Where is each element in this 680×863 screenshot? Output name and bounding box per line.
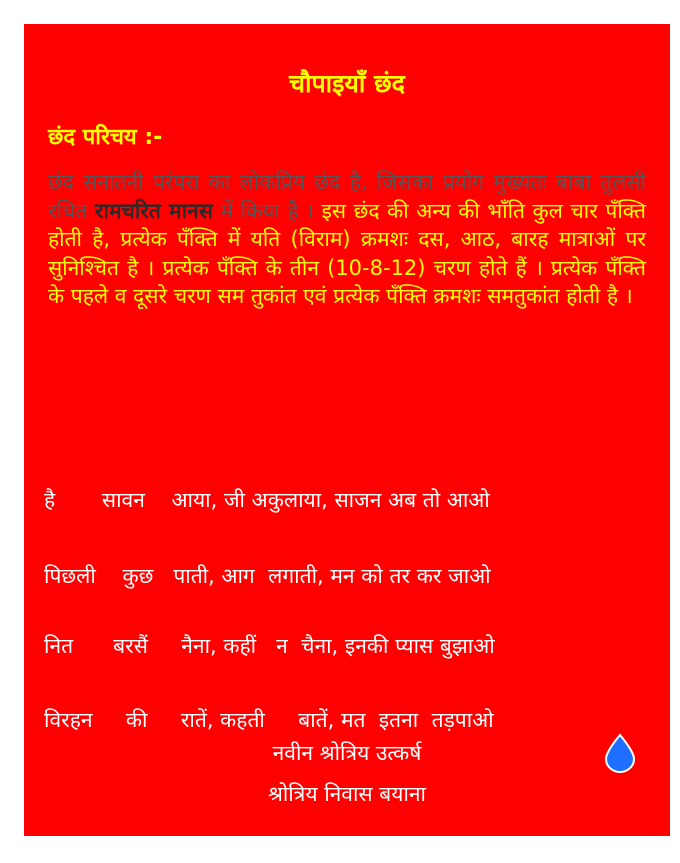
intro-paragraph	[48, 168, 646, 311]
verse-line: नित बरसैं नैना, कहीं न चैना, इनकी प्यास बुझाओ	[44, 634, 495, 658]
verse-line: है सावन आया, जी अकुलाया, साजन अब तो आओ	[44, 488, 490, 512]
intro-text-1: छंद सनातनी परंपरा का लोकप्रिय छंद है, जिसका प्रयोग मुख्यतः बाबा तुलसी रचित	[48, 170, 646, 223]
page-title: चौपाइयाँ छंद	[289, 69, 405, 98]
author-name: नवीन श्रोत्रिय उत्कर्ष	[272, 741, 422, 765]
intro-text-3: इस छंद की अन्य की भाँति कुल चार पँक्ति होती है, प्रत्येक पँक्ति में यति (विराम) क्रमशः दस, आठ, बारह मात्राओं पर सुनिश्चित है । प्रत्येक पँक्ति के तीन (10-8-12) चरण होते हैं । प्रत्येक पँक्ति के पहले व दूसरे चरण सम तुकांत एवं प्रत्येक पँक्ति क्रमशः समतुकांत होती है ।	[48, 198, 646, 308]
intro-text-2: में किया है ।	[220, 198, 315, 223]
ramcharitmanas-text: रामचरित मानस	[94, 198, 213, 223]
verse-line: विरहन की रातें, कहती बातें, मत इतना तड़पाओ	[44, 708, 494, 732]
water-drop-icon[interactable]	[602, 733, 638, 773]
intro-heading: छंद परिचय :-	[48, 125, 163, 150]
author-place: श्रोत्रिय निवास बयाना	[268, 782, 426, 806]
verse-line: पिछली कुछ पाती, आग लगाती, मन को तर कर जाओ	[44, 564, 491, 588]
content-card	[24, 24, 670, 836]
